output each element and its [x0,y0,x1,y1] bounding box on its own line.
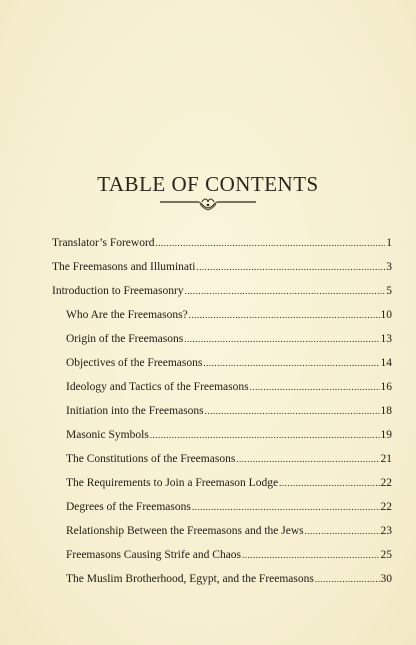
toc-page-number: 21 [380,453,392,465]
toc-page-number: 22 [380,501,392,513]
toc-entry-title: Masonic Symbols [66,429,149,441]
toc-page-number: 10 [380,309,392,321]
toc-entry-title: Relationship Between the Freemasons and the Jews [66,525,304,537]
toc-entry-title: The Freemasons and Illuminati [52,261,196,273]
toc-page-number: 22 [380,477,392,489]
dot-leader [150,428,380,442]
toc-entry-title: The Requirements to Join a Freemason Lodge [66,477,279,489]
dot-leader [305,524,380,538]
toc-entry [52,452,392,476]
toc-page-number: 18 [380,405,392,417]
toc-entry [52,380,392,404]
dot-leader [315,572,380,586]
toc-entry [52,476,392,500]
toc-page-number: 19 [380,429,392,441]
table-of-contents [52,236,392,596]
dot-leader [205,404,380,418]
toc-entry-title: Initiation into the Freemasons [66,405,204,417]
toc-page-number: 1 [386,237,392,249]
dot-leader [236,452,379,466]
dot-leader [203,356,379,370]
toc-entry-title: Ideology and Tactics of the Freemasons [66,381,249,393]
toc-entry-title: Translator’s Foreword [52,237,155,249]
toc-entry-title: Introduction to Freemasonry [52,285,184,297]
toc-page-number: 16 [380,381,392,393]
toc-entry [52,260,392,284]
toc-entry [52,308,392,332]
dot-leader [196,260,385,274]
toc-page-number: 23 [380,525,392,537]
toc-entry [52,548,392,572]
toc-page-number: 25 [380,549,392,561]
dot-leader [279,476,379,490]
toc-entry [52,284,392,308]
toc-entry [52,524,392,548]
toc-entry-title: Degrees of the Freemasons [66,501,191,513]
dot-leader [189,308,380,322]
dot-leader [250,380,380,394]
page-title: TABLE OF CONTENTS [97,172,319,196]
toc-entry-title: Origin of the Freemasons [66,333,184,345]
toc-page-number: 13 [380,333,392,345]
toc-entry [52,500,392,524]
toc-page-number: 5 [386,285,392,297]
toc-entry [52,404,392,428]
toc-entry [52,572,392,596]
dot-leader [156,236,386,250]
toc-entry [52,332,392,356]
toc-page-number: 3 [386,261,392,273]
toc-entry-title: Freemasons Causing Strife and Chaos [66,549,242,561]
flourish-ornament-icon [158,196,258,212]
dot-leader [242,548,379,562]
toc-page-number: 14 [380,357,392,369]
toc-entry-title: The Muslim Brotherhood, Egypt, and the Freemasons [66,573,314,585]
dot-leader [192,500,380,514]
toc-entry [52,356,392,380]
toc-entry [52,236,392,260]
dot-leader [185,284,386,298]
toc-entry-title: Objectives of the Freemasons [66,357,203,369]
toc-page-number: 30 [380,573,392,585]
toc-entry-title: Who Are the Freemasons? [66,309,188,321]
toc-entry-title: The Constitutions of the Freemasons [66,453,236,465]
toc-entry [52,428,392,452]
dot-leader [184,332,379,346]
